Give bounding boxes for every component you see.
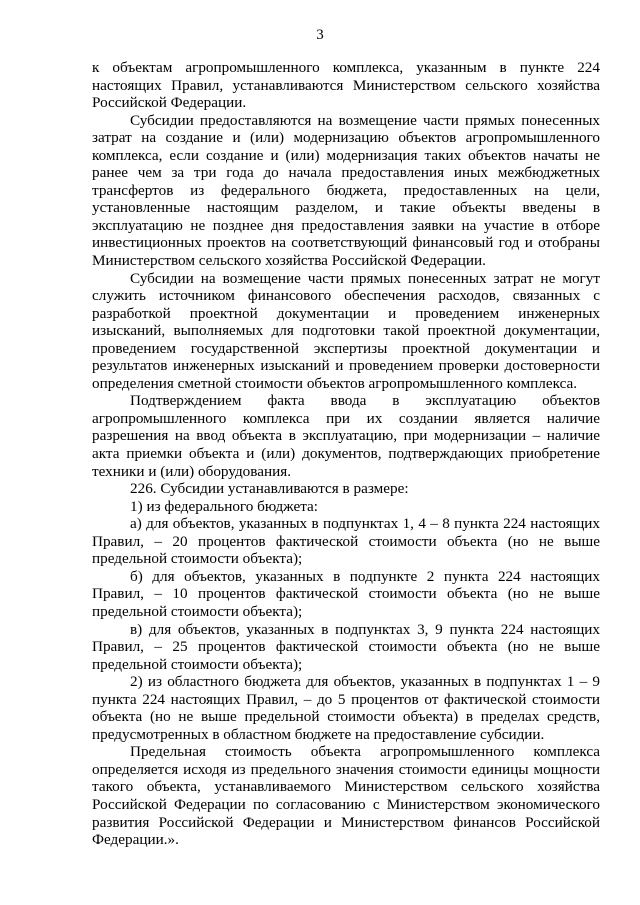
paragraph: к объектам агропромышленного комплекса, указанным в пункте 224 настоящих Правил, устанавливаются Министерством сельского хозяйства Российской Федерации. xyxy=(92,59,600,112)
paragraph: б) для объектов, указанных в подпункте 2 пункта 224 настоящих Правил, – 10 процентов фактической стоимости объекта (но не выше предельной стоимости объекта); xyxy=(92,567,600,620)
page-number: 3 xyxy=(316,27,324,43)
paragraph: Предельная стоимость объекта агропромышленного комплекса определяется исходя из предельного значения стоимости единицы мощности такого объекта, устанавливаемого Министерством сельского хозяйства Российской Федерации по согласованию с Министерством экономического развития Российской Федерации и Министерством финансов Российской Федерации.». xyxy=(92,743,600,849)
paragraph: 1) из федерального бюджета: xyxy=(130,497,319,515)
document-body xyxy=(92,59,600,849)
paragraph: Субсидии на возмещение части прямых понесенных затрат не могут служить источником финансового обеспечения расходов, связанных с разработкой проектной документации и проведением инженерных изысканий, выполняемых для подготовки такой проектной документации, проведением государственной экспертизы проектной документации и результатов инженерных изысканий и проведением проверки достоверности определения сметной стоимости объектов агропромышленного комплекса. xyxy=(92,269,600,392)
paragraph: а) для объектов, указанных в подпунктах 1, 4 – 8 пункта 224 настоящих Правил, – 20 процентов фактической стоимости объекта (но не выше предельной стоимости объекта); xyxy=(92,515,600,568)
paragraph: 226. Субсидии устанавливаются в размере: xyxy=(130,480,409,498)
paragraph: Субсидии предоставляются на возмещение части прямых понесенных затрат на создание и (или) модернизацию объектов агропромышленного комплекса, если создание и (или) модернизация таких объектов начаты не ранее чем за три года до начала предоставления иных межбюджетных трансфертов из федерального бюджета, предоставленных на цели, установленные настоящим разделом, и такие объекты введены в эксплуатацию не позднее дня предоставления заявки на участие в отборе инвестиционных проектов на соответствующий финансовый год и отобраны Министерством сельского хозяйства Российской Федерации. xyxy=(92,111,600,270)
paragraph: 2) из областного бюджета для объектов, указанных в подпунктах 1 – 9 пункта 224 настоящих Правил, – до 5 процентов от фактической стоимости объекта (но не выше предельной стоимости объекта) в пределах средств, предусмотренных в областном бюджете на предоставление субсидии. xyxy=(92,673,600,743)
paragraph: в) для объектов, указанных в подпунктах 3, 9 пункта 224 настоящих Правил, – 25 процентов фактической стоимости объекта (но не выше предельной стоимости объекта); xyxy=(92,620,600,673)
paragraph: Подтверждением факта ввода в эксплуатацию объектов агропромышленного комплекса при их создании является наличие разрешения на ввод объекта в эксплуатацию, при модернизации – наличие акта приемки объекта и (или) документов, подтверждающих приобретение техники и (или) оборудования. xyxy=(92,392,600,480)
